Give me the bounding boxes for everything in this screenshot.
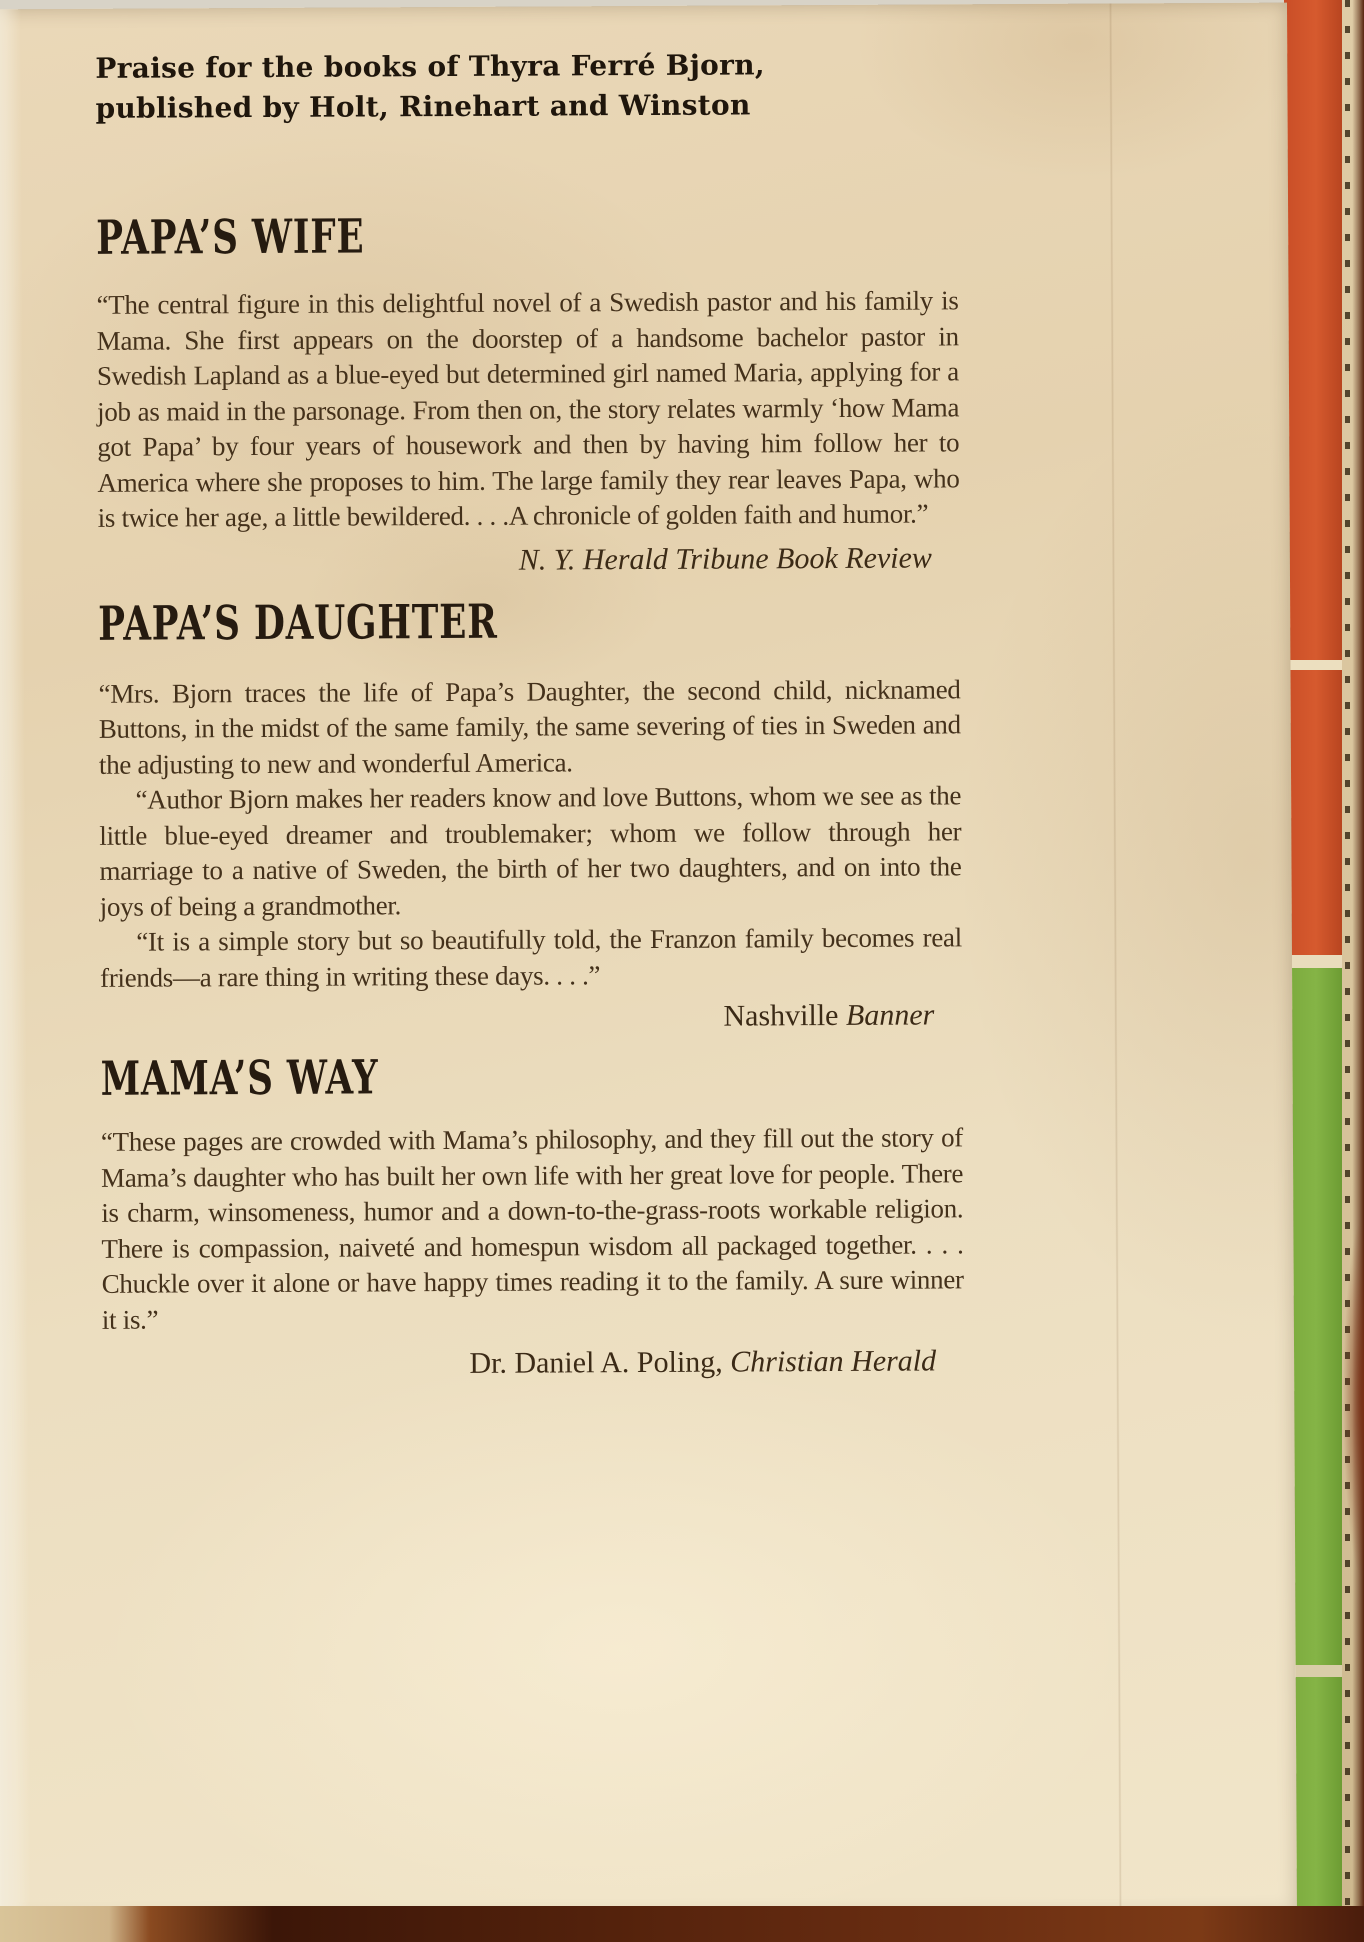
review-paragraph: “These pages are crowded with Mama’s philosophy, and they fill out the story of Mama’s daughter who has built her own life with her great love for people. There is charm, winsomeness, humor and a down-to-the-grass-roots workable religion. There is compassion, naiveté and homespun wisdom all packaged together. . . . Chuckle over it alone or have happy times reading it to the family. A sure winner it is.” [100,1122,964,1335]
book-title-heading [100,1050,962,1107]
praise-header-line2: published by Holt, Rinehart and Winston [95,88,751,125]
attribution-source: N. Y. Herald Tribune Book Review [518,540,932,577]
spine-orange-band [1284,0,1342,660]
book-title-text: PAPA’S WIFE [96,209,365,266]
jacket-fold-crease [1109,4,1122,1916]
book-title-text: PAPA’S DAUGHTER [98,594,498,652]
attribution [102,1343,964,1384]
attribution [98,540,960,581]
book-back-cover [0,3,1297,1922]
back-cover-text [95,44,964,1383]
attribution-prefix: Dr. Daniel A. Poling, [469,1345,731,1380]
review-paragraph: “Mrs. Bjorn traces the life of Papa’s Daughter, the second child, nicknamed Buttons, in the midst of the same family, the same severing of ties in Sweden and the adjusting to new and wonderful America. [98,673,961,780]
praise-header [95,44,957,129]
spine-orange-band [1284,670,1342,955]
attribution [100,997,962,1038]
book-title-heading [98,594,960,652]
attribution-source: Banner [845,998,935,1032]
attribution-source: Christian Herald [730,1344,937,1379]
book-title-heading [96,209,958,266]
attribution-prefix: Nashville [723,998,847,1033]
book-bottom-edge [0,1906,1364,1942]
jacket-worn-edge [0,9,31,1921]
book-title-text: MAMA’S WAY [100,1050,379,1107]
praise-header-line1: Praise for the books of Thyra Ferré Bjorn, [95,48,765,85]
review-paragraph: “The central figure in this delightful novel of a Swedish pastor and his family is Mama. She first appears on the doorstep of a handsome bachelor pastor in Swedish Lapland as a blue-eyed but determined girl named Maria, applying for a job as maid in the parsonage. From then on, the story relates warmly ‘how Mama got Papa’ by four years of housework and then by having him follow her to America where she proposes to him. The large family they rear leaves Papa, who is twice her age, a little bewildered. . . .A chronicle of golden faith and humor.” [96,285,960,533]
review-paragraph: “Author Bjorn makes her readers know and love Buttons, whom we see as the little blue-eyed dreamer and troublemaker; whom we follow through her marriage to a native of Sweden, the birth of her two daughters, and on into the joys of being a grandmother. [99,780,962,922]
spine-divider-line [1284,955,1342,968]
spine-divider-line [1284,660,1342,670]
review-paragraph: “It is a simple story but so beautifully told, the Franzon family becomes real friends—a rare thing in writing these days. . . .” [99,922,962,993]
